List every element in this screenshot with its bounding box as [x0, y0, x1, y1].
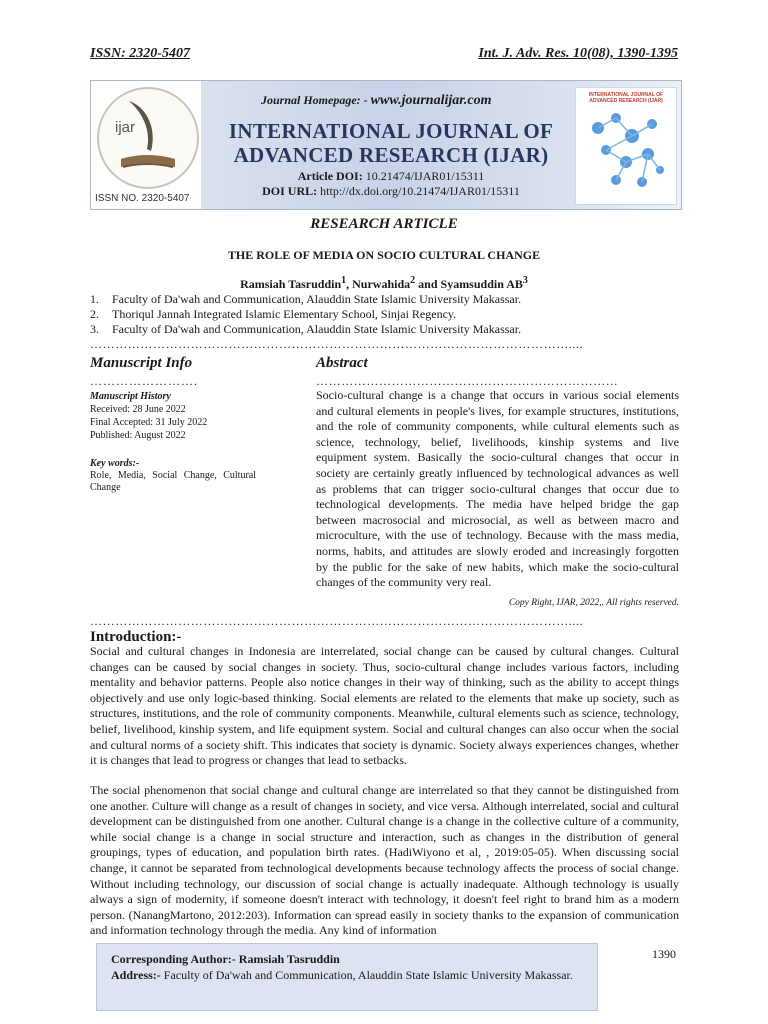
page-number: 1390: [652, 947, 676, 961]
article-doi-label: Article DOI:: [297, 169, 363, 183]
journal-title: INTERNATIONAL JOURNAL OF ADVANCED RESEARCH (IJAR): [228, 119, 554, 167]
author-sup: 1: [341, 275, 347, 286]
affiliation-item: [90, 322, 521, 337]
issn-label: ISSN: 2320-5407: [90, 46, 190, 61]
introduction-heading: Introduction:-: [90, 629, 182, 645]
received-date: Received: 28 June 2022: [90, 404, 186, 415]
address-text: Faculty of Da'wah and Communication, Alauddin State Islamic University Makassar.: [163, 968, 573, 982]
author-sep: ,: [346, 277, 353, 291]
affiliation-num: 2.: [90, 307, 99, 321]
affiliation-num: 3.: [90, 322, 99, 336]
cover-title: INTERNATIONAL JOURNAL OF ADVANCED RESEARCH (IJAR): [588, 92, 664, 104]
author-name: Syamsuddin AB: [440, 277, 523, 291]
article-title: THE ROLE OF MEDIA ON SOCIO CULTURAL CHANGE: [227, 248, 541, 262]
ijar-logo: [91, 81, 201, 209]
article-type: RESEARCH ARTICLE: [310, 216, 458, 232]
author-list: [0, 275, 768, 292]
journal-banner: [90, 80, 682, 210]
accepted-date: Final Accepted: 31 July 2022: [90, 417, 208, 428]
affiliation-text: Faculty of Da'wah and Communication, Alauddin State Islamic University Makassar.: [112, 292, 522, 306]
journal-homepage: [261, 93, 492, 109]
doi-url-link[interactable]: http://dx.doi.org/10.21474/IJAR01/15311: [320, 184, 520, 198]
manuscript-info-heading: Manuscript Info: [90, 355, 193, 371]
published-date: Published: August 2022: [90, 430, 186, 441]
molecule-graphic-icon: [576, 88, 676, 204]
logo-emblem: [97, 87, 199, 189]
affiliation-num: 1.: [90, 292, 99, 306]
address-label: Address:-: [111, 968, 161, 982]
running-header: [90, 46, 678, 62]
divider-dotted: ………………………………………………………………: [316, 374, 619, 388]
homepage-link[interactable]: www.journalijar.com: [370, 93, 492, 108]
affiliation-text: Faculty of Da'wah and Communication, Alauddin State Islamic University Makassar.: [112, 322, 522, 336]
divider-dotted: …………………….: [90, 374, 198, 388]
divider-dotted: ……………………………………………………………………………………………………....: [90, 337, 584, 351]
affiliation-item: [90, 292, 521, 307]
citation-label: Int. J. Adv. Res. 10(08), 1390-1395: [478, 46, 678, 61]
article-doi: 10.21474/IJAR01/15311: [365, 169, 485, 183]
author-sup: 2: [410, 275, 416, 286]
logo-text: ijar: [115, 119, 136, 136]
journal-cover-image: [575, 87, 677, 205]
manuscript-history: [90, 390, 207, 442]
author-name: Nurwahida: [352, 277, 411, 291]
doi-block: [211, 169, 571, 199]
homepage-label: Journal Homepage: -: [261, 93, 368, 107]
keywords-block: [90, 458, 256, 494]
history-label: Manuscript History: [90, 391, 171, 402]
author-name: Ramsiah Tasruddin: [240, 277, 342, 291]
author-sep: and: [415, 277, 441, 291]
logo-issn: ISSN NO. 2320-5407: [95, 193, 190, 204]
intro-paragraph: The social phenomenon that social change and cultural change are interrelated so that they cannot be distinguished from one another. Culture will change as a result of changes in society, and vice versa. Although interrelated, social and cultural development can be distinguished from one another. Cultural change is a change in the collective culture of a community, while social change is a change in social structure and interaction, such as changes in the distribution of general groupings, types of education, and population birth rates. (HadiWiyono et al, , 2019:05-05). When discussing social change, it cannot be separated from technological developments because technology affects the process of social change. Without including technology, our discussion of social change is actually inadequate. Although technology is usually always a sign of modernity, if someone doesn't interact with technology, it doesn't feel right to brand him as a modern person. (NanangMartono, 2012:203). Information can spread easily in society thanks to the expansion of communication and information technology through the media. Any kind of information: [90, 783, 679, 938]
abstract-heading: Abstract: [316, 355, 368, 371]
copyright-notice: Copy Right, IJAR, 2022,. All rights reserved.: [508, 598, 679, 608]
quill-book-icon: [99, 89, 197, 187]
doi-url-label: DOI URL:: [262, 184, 318, 198]
divider-dotted: ……………………………………………………………………………………………………....: [90, 614, 584, 628]
intro-paragraph: Social and cultural changes in Indonesia are interrelated, social change can be caused by cultural changes. Cultural changes can be caused by social changes in society. Thus, socio-cultural change includes various factors, including mentality and behavior patterns. People also notice changes in their way of thinking, such as the ability to accept things objectively and use only logic-based thinking. Social elements are related to the elements that make up society, such as structures, institutions, and the role of community components. Meanwhile, cultural elements such as science, technology, belief, livelihood, kinship system, and life equipment system. Social and cultural changes can also occur when the social and cultural norms of a society shift. This indicates that society is dynamic. Society always experiences changes, whether it is changes that lead to progress or changes that lead to setbacks.: [90, 644, 679, 768]
author-address: [111, 968, 584, 983]
affiliation-text: Thoriqul Jannah Integrated Islamic Elementary School, Sinjai Regency.: [112, 307, 457, 321]
keywords-label: Key words:-: [90, 458, 140, 469]
author-sup: 3: [522, 275, 528, 286]
corresponding-author-box: [96, 943, 598, 1011]
affiliation-item: [90, 307, 521, 322]
abstract-text: Socio-cultural change is a change that occurs in various social elements and cultural elements in people's lives, for example structures, institutions, and the role of community components, while cultural elements such as science, technology, belief, livelihoods, kinship systems and live equipment system. Basically the socio-cultural changes that occur in society are certainly greatly influenced by technological advances as well as problems that can trigger socio-cultural changes that occur due to technological developments. The media have helped bridge the gap between macrosocial and microsocial, as well as between macro and microculture, with the use of technology. Because with the mass media, norms, habits, and attitudes are slowly eroded and increasingly forgotten by the public for the sake of new habits, which make the socio-cultural changes of the community very real.: [316, 388, 679, 590]
affiliation-list: [90, 292, 521, 337]
keywords-text: Role, Media, Social Change, Cultural Change: [90, 470, 256, 493]
corresponding-author: Corresponding Author:- Ramsiah Tasruddin: [111, 952, 340, 966]
